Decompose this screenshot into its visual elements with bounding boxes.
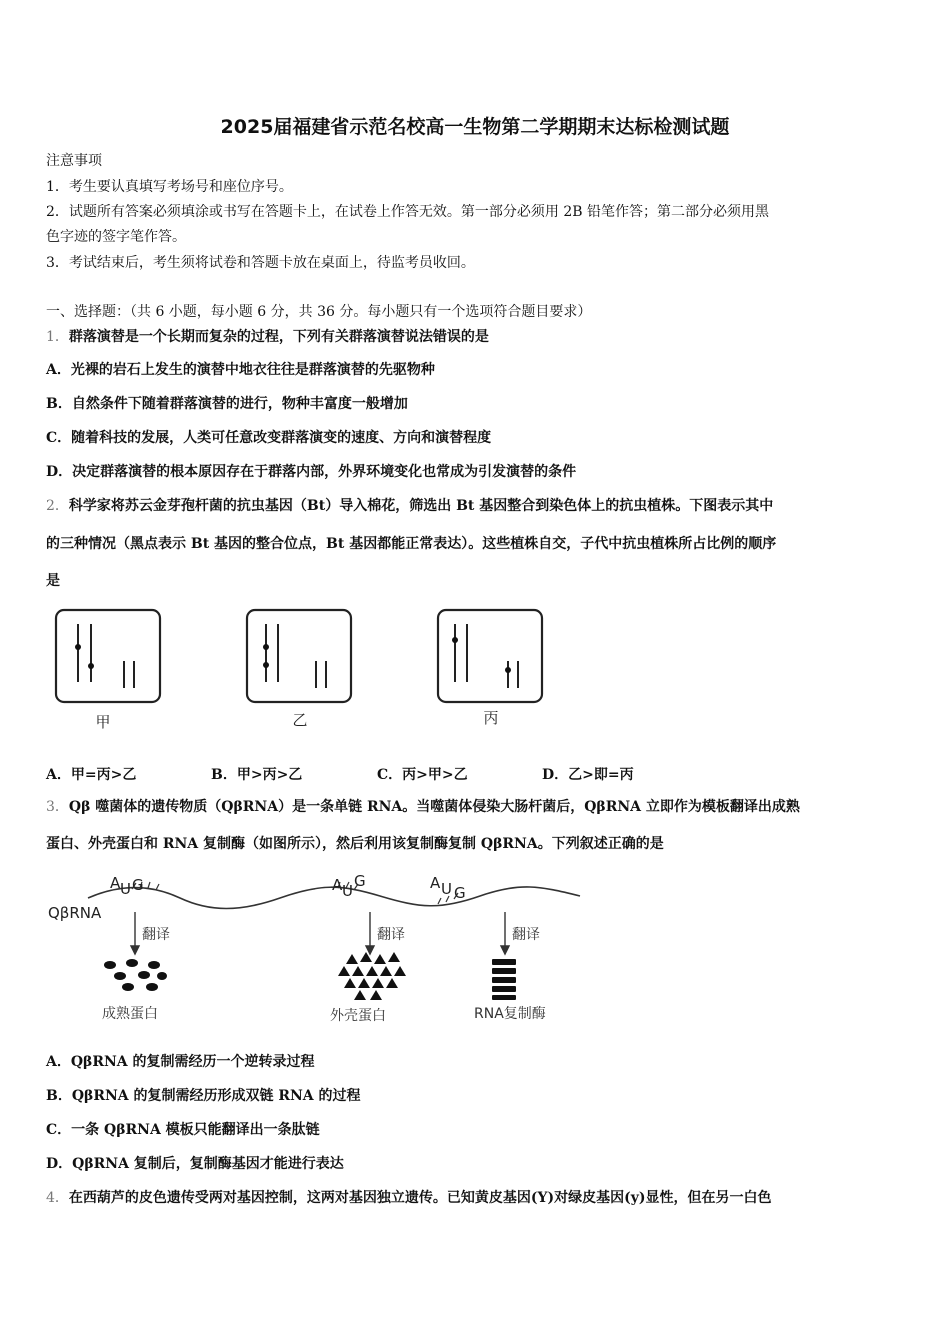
product-coat-protein: 外壳蛋白 [330, 1008, 386, 1024]
question-4-stem: 4．在西葫芦的皮色遗传受两对基因控制，这两对基因独立遗传。已知黄皮基因(Y)对绿皮基因(y)显性，但在另一白色 [46, 1190, 772, 1206]
svg-text:G: G [132, 876, 144, 894]
product-rna-replicase: RNA复制酶 [474, 1006, 546, 1022]
question-1-stem: 1．群落演替是一个长期而复杂的过程，下列有关群落演替说法错误的是 [46, 329, 489, 345]
svg-text:A: A [110, 874, 121, 892]
question-number: 2． [46, 498, 69, 514]
section-heading: 一、选择题：（共 6 小题，每小题 6 分，共 36 分。每小题只有一个选项符合题目要求） [46, 304, 592, 320]
start-codon-2 [332, 872, 366, 900]
question-3-option-b: B．QβRNA 的复制需经历形成双链 RNA 的过程 [46, 1088, 361, 1104]
svg-text:U: U [120, 880, 131, 898]
notice-item: 3．考试结束后，考生须将试卷和答题卡放在桌面上，待监考员收回。 [46, 255, 475, 271]
replicase-blocks [492, 959, 516, 1000]
question-number: 3． [46, 799, 69, 815]
question-3-option-d: D．QβRNA 复制后，复制酶基因才能进行表达 [46, 1156, 344, 1172]
question-3-stem-line: 蛋白、外壳蛋白和 RNA 复制酶（如图所示），然后利用该复制酶复制 QβRNA。下列叙述正确的是 [46, 836, 664, 852]
question-number: 4． [46, 1190, 69, 1206]
question-2-option-a: A．甲=丙>乙 [46, 767, 137, 783]
question-2-option-d: D．乙>即=丙 [542, 767, 634, 783]
coat-protein-triangles [338, 952, 406, 1000]
svg-text:U: U [441, 880, 452, 898]
chromosome-figure [40, 600, 560, 740]
svg-text:G: G [454, 884, 466, 902]
page-title: 2025届福建省示范名校高一生物第二学期期末达标检测试题 [220, 116, 730, 138]
notice-item: 色字迹的签字笔作答。 [46, 229, 186, 245]
translate-label-3: 翻译 [512, 927, 540, 943]
translation-figure [40, 866, 600, 1036]
question-2-option-c: C．丙>甲>乙 [377, 767, 468, 783]
cell-bing [438, 610, 542, 727]
question-2-option-b: B．甲>丙>乙 [211, 767, 303, 783]
svg-text:G: G [354, 872, 366, 890]
start-codon-3 [430, 874, 466, 902]
cell-jia [56, 610, 160, 731]
mature-protein-dots [104, 959, 167, 991]
translate-label-2: 翻译 [377, 927, 405, 943]
start-codon-1 [110, 874, 144, 898]
translation-arrows [131, 912, 509, 954]
figure-label-yi: 乙 [292, 711, 308, 729]
notice-item: 2．试题所有答案必须填涂或书写在答题卡上，在试卷上作答无效。第一部分必须用 2B 铅笔作答；第二部分必须用黑 [46, 204, 769, 220]
question-1-option-a: A．光裸的岩石上发生的演替中地衣往往是群落演替的先驱物种 [46, 362, 435, 378]
cell-yi [247, 610, 351, 729]
rna-label: QβRNA [48, 904, 102, 922]
question-2-stem-line: 的三种情况（黑点表示 Bt 基因的整合位点，Bt 基因都能正常表达）。这些植株自交，子代中抗虫植株所占比例的顺序 [46, 536, 777, 552]
question-3-option-c: C．一条 QβRNA 模板只能翻译出一条肽链 [46, 1122, 320, 1138]
figure-label-jia: 甲 [95, 713, 111, 731]
question-number: 1． [46, 329, 69, 345]
question-3-stem: 3．Qβ 噬菌体的遗传物质（QβRNA）是一条单链 RNA。当噬菌体侵染大肠杆菌后，QβRNA 立即作为模板翻译出成熟 [46, 799, 800, 815]
svg-text:U: U [342, 882, 353, 900]
translate-label-1: 翻译 [142, 927, 170, 943]
question-3-option-a: A．QβRNA 的复制需经历一个逆转录过程 [46, 1054, 315, 1070]
question-1-option-c: C．随着科技的发展，人类可任意改变群落演变的速度、方向和演替程度 [46, 430, 492, 446]
product-mature-protein: 成熟蛋白 [102, 1006, 158, 1022]
question-2-stem-line: 是 [46, 573, 60, 589]
notice-heading: 注意事项 [46, 153, 102, 169]
svg-text:A: A [430, 874, 441, 892]
question-1-option-d: D．决定群落演替的根本原因存在于群落内部，外界环境变化也常成为引发演替的条件 [46, 464, 577, 480]
svg-text:A: A [332, 876, 343, 894]
figure-label-bing: 丙 [483, 709, 499, 727]
notice-item: 1．考生要认真填写考场号和座位序号。 [46, 179, 293, 195]
question-1-option-b: B．自然条件下随着群落演替的进行，物种丰富度一般增加 [46, 396, 408, 412]
question-2-stem: 2．科学家将苏云金芽孢杆菌的抗虫基因（Bt）导入棉花，筛选出 Bt 基因整合到染色体上的抗虫植株。下图表示其中 [46, 498, 774, 514]
